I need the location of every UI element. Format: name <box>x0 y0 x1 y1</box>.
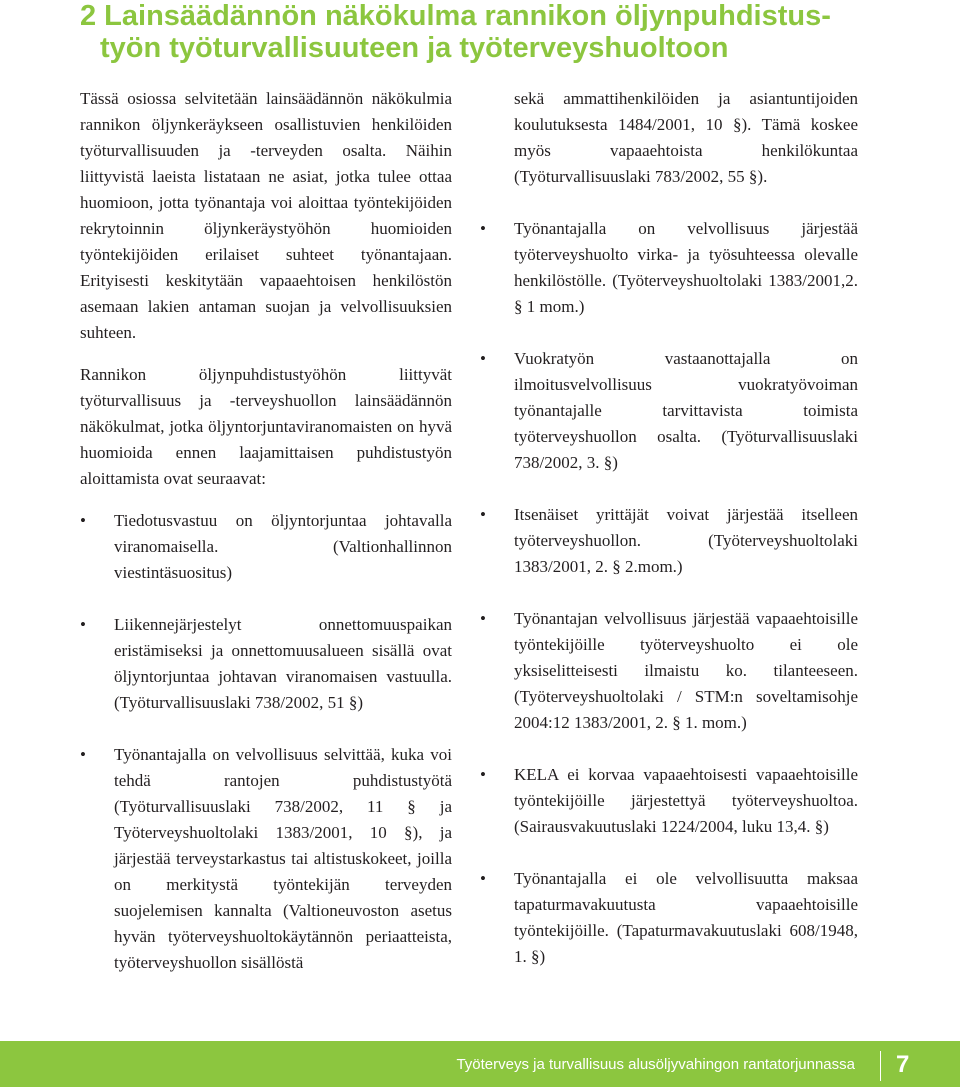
footer-divider <box>880 1051 881 1081</box>
bullet-icon: • <box>80 615 86 634</box>
page-number: 7 <box>896 1051 910 1078</box>
bullet-icon: • <box>480 349 486 368</box>
list-item: • Työnantajalla ei ole velvollisuutta maksaa tapaturmavakuutusta vapaaehtoisille työntekijöille. (Tapaturmavakuutuslaki 608/1948, 1. §) <box>514 866 858 970</box>
list-item: • KELA ei korvaa vapaaehtoisesti vapaaehtoisille työntekijöille järjestettyä työterveyshuoltoa. (Sairausvakuutuslaki 1224/2004, luku 13,4. §) <box>514 762 858 840</box>
list-item: • Työnantajalla on velvollisuus järjestää työterveyshuolto virka- ja työsuhteessa olevalle henkilöstölle. (Työterveyshuoltolaki 1383/2001,2. § 1 mom.) <box>514 216 858 320</box>
right-column <box>480 86 858 996</box>
page-title-line-2: työn työturvallisuuteen ja työterveyshuoltoon <box>100 32 729 64</box>
footer-publication-title: Työterveys ja turvallisuus alusöljyvahingon rantatorjunnassa <box>456 1056 855 1073</box>
page-title-line-1: 2 Lainsäädännön näkökulma rannikon öljynpuhdistus- <box>80 0 831 32</box>
left-column <box>80 86 452 1002</box>
right-bullet-list <box>480 216 858 970</box>
footer-bar <box>0 1041 960 1087</box>
bullet-icon: • <box>480 765 486 784</box>
page-title <box>80 0 940 64</box>
bullet-icon: • <box>480 505 486 524</box>
bullet-icon: • <box>480 869 486 888</box>
left-bullet-list <box>80 508 452 976</box>
list-item: • Itsenäiset yrittäjät voivat järjestää itselleen työterveyshuollon. (Työterveyshuoltolaki 1383/2001, 2. § 2.mom.) <box>514 502 858 580</box>
list-item: • Työnantajalla on velvollisuus selvittää, kuka voi tehdä rantojen puhdistustyötä (Työturvallisuuslaki 738/2002, 11 § ja Työterveyshuoltolaki 1383/2001, 10 §), ja järjestää terveystarkastus tai altistuskokeet, joilla on merkitystä työntekijän terveyden suojelemisen kannalta (Valtioneuvoston asetus hyvän työterveyshuoltokäytännön periaatteista, työterveyshuollon sisällöstä <box>80 742 452 976</box>
bullet-icon: • <box>480 219 486 238</box>
list-item: • Liikennejärjestelyt onnettomuuspaikan eristämiseksi ja onnettomuusalueen sisällä ovat öljyntorjuntaa johtavan viranomaisen vastuulla. (Työturvallisuuslaki 738/2002, 51 §) <box>80 612 452 716</box>
continuation-paragraph: sekä ammattihenkilöiden ja asiantuntijoiden koulutuksesta 1484/2001, 10 §). Tämä koskee myös vapaaehtoista henkilökuntaa (Työturvallisuuslaki 783/2002, 55 §). <box>514 89 858 186</box>
list-item: • Vuokratyön vastaanottajalla on ilmoitusvelvollisuus vuokratyövoiman työnantajalle tarvittavista toimista työterveyshuollon osalta. (Työturvallisuuslaki 738/2002, 3. §) <box>514 346 858 476</box>
overview-paragraph: Rannikon öljynpuhdistustyöhön liittyvät työturvallisuus ja -terveyshuollon lainsäädännön näkökulmat, jotka öljyntorjuntaviranomaisten on hyvä huomioida ennen laajamittaisen puhdistustyön aloittamista ovat seuraavat: <box>80 365 452 488</box>
list-item: • Työnantajan velvollisuus järjestää vapaaehtoisille työntekijöille työterveyshuolto ei ole yksiselitteisesti ilmaistu ko. tilanteeseen. (Työterveyshuoltolaki / STM:n soveltamisohje 2004:12 1383/2001, 2. § 1. mom.) <box>514 606 858 736</box>
list-item: • Tiedotusvastuu on öljyntorjuntaa johtavalla viranomaisella. (Valtionhallinnon viestintäsuositus) <box>80 508 452 586</box>
bullet-icon: • <box>80 745 86 764</box>
bullet-icon: • <box>480 609 486 628</box>
bullet-icon: • <box>80 511 86 530</box>
intro-paragraph: Tässä osiossa selvitetään lainsäädännön näkökulmia rannikon öljynkeräykseen osallistuvien henkilöiden työturvallisuuden ja -terveyden osalta. Näihin liittyvistä laeista listataan ne asiat, jotka tulee ottaa huomioon, jotta työnantaja voi aloittaa työntekijöiden rekrytoinnin öljynkeräystyöhön huomioiden työntekijöiden erilaiset suhteet työnantajaan. Erityisesti keskitytään vapaaehtoisen henkilöstön asemaan lakien antaman suojan ja velvollisuuksien suhteen. <box>80 89 452 342</box>
